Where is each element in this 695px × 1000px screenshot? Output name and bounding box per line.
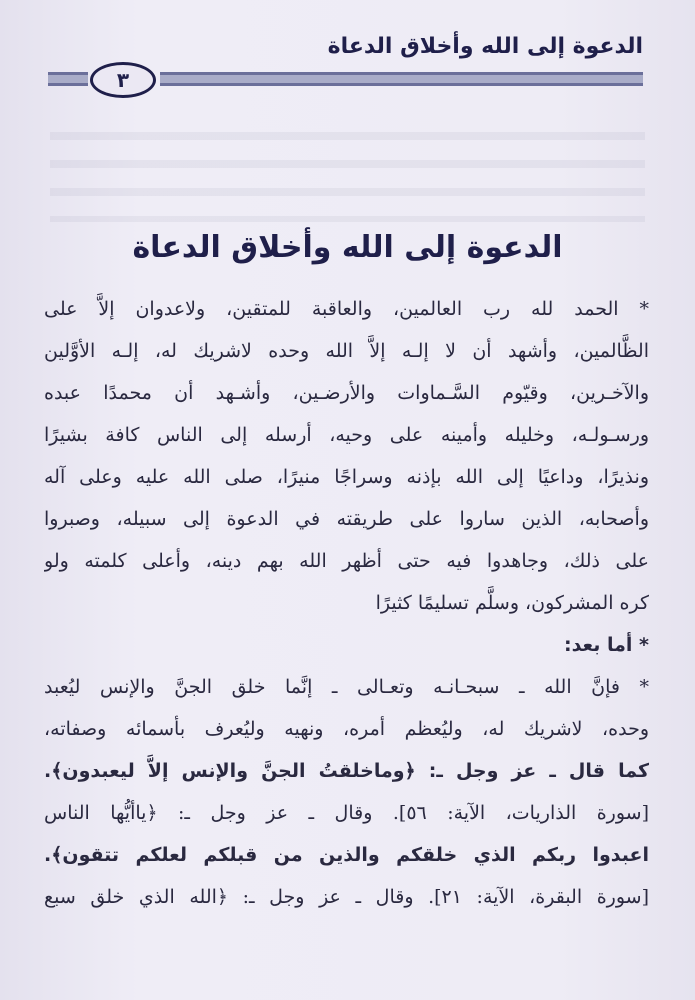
body-line-7: على ذلك، وجاهدوا فيه حتى أظهر الله بهم دينه، وأعلى كلمته ولو [44,550,649,572]
body-line-2: الظَّالمين، وأشهد أن لا إلـه إلاَّ الله وحده لاشريك له، إلـه الأوَّلين [44,340,649,362]
amma-bad-heading: * أما بعد: [563,634,649,656]
header-rule [160,72,643,86]
body-line-8: كره المشركون، وسلَّم تسليمًا كثيرًا [375,592,649,614]
para2-line-1: * فإنَّ الله ـ سبحـانـه وتعـالى ـ إنَّما خلق الجنَّ والإنس ليُعبد [44,676,649,698]
reference-line-1: [سورة الذاريات، الآية: ٥٦]. وقال ـ عز وجل ـ: ﴿ياأيُّها الناس [44,802,649,824]
body-line-1: * الحمد لله رب العالمين، والعاقبة للمتقين، ولاعدوان إلاَّ على [44,298,649,320]
body-text [44,288,649,918]
header-rule-left [48,72,88,86]
para2-line-3: كما قال ـ عز وجل ـ: ﴿وماخلقتُ الجنَّ والإنس إلاَّ ليعبدون﴾. [44,760,649,782]
page-number: ٣ [90,62,156,98]
body-line-3: والآخـرين، وقيّوم السَّـماوات والأرضـين، وأشـهد أن محمدًا عبده [44,382,649,404]
body-line-4: ورسـولـه، وخليله وأمينه على وحيه، أرسله إلى الناس كافة بشيرًا [44,424,649,446]
reference-line-2: [سورة البقرة، الآية: ٢١]. وقال ـ عز وجل ـ: ﴿الله الذي خلق سبع [44,886,649,908]
para2-line-2: وحده، لاشريك له، وليُعظم أمره، ونهيه وليُعرف بأسمائه وصفاته، [44,718,649,740]
running-header-title: الدعوة إلى الله وأخلاق الدعاة [327,34,643,59]
verse-line-2: اعبدوا ربكم الذي خلقكم والذين من قبلكم لعلكم تتقون﴾. [44,844,649,866]
bleed-through-area [50,112,645,222]
chapter-title: الدعوة إلى الله وأخلاق الدعاة [132,230,563,265]
body-line-6: وأصحابه، الذين ساروا على طريقته في الدعوة إلى سبيله، وصبروا [44,508,649,530]
body-line-5: ونذيرًا، وداعيًا إلى الله بإذنه وسراجًا منيرًا، صلى الله عليه وعلى آله [44,466,649,488]
